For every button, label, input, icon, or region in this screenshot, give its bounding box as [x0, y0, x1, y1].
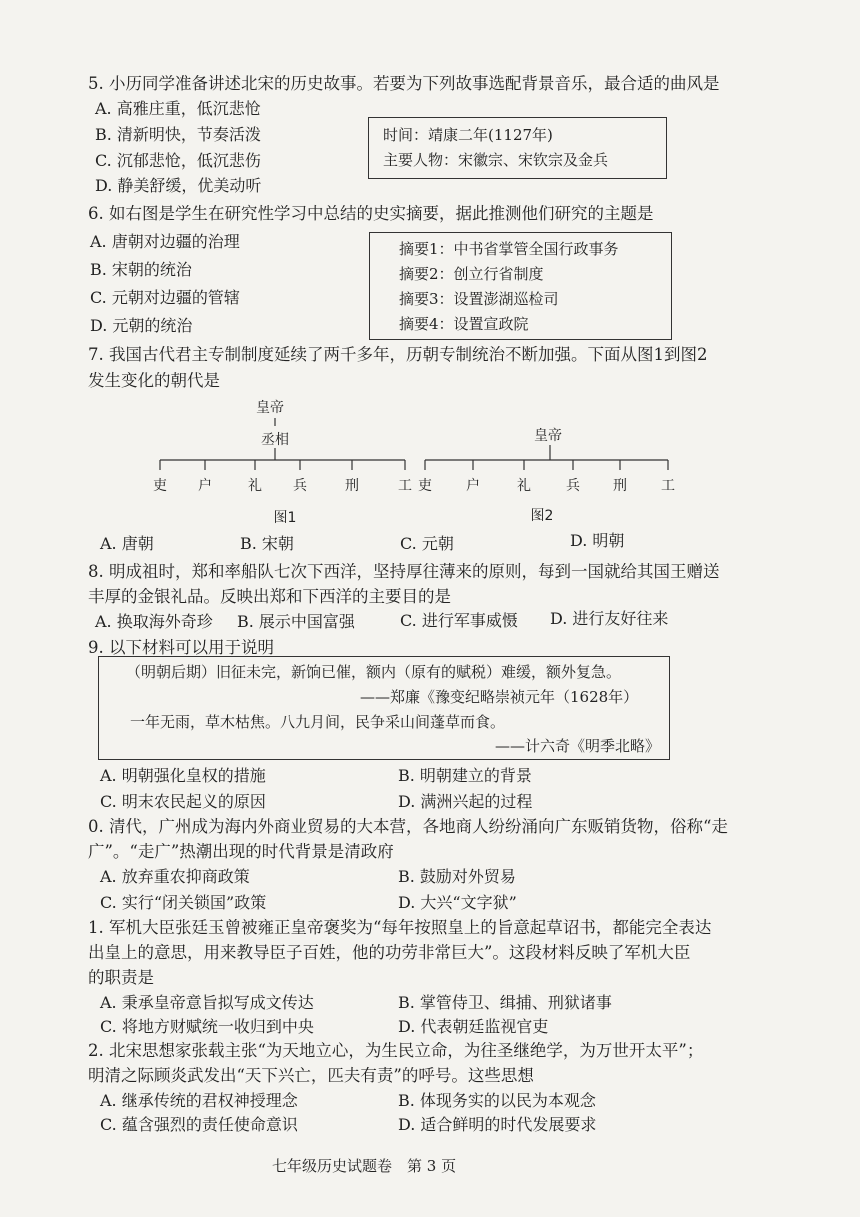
fig2-caption: 图2	[530, 508, 554, 524]
q5-box-line-1: 时间：靖康二年(1127年)	[383, 126, 553, 144]
fig1-caption: 图1	[273, 510, 297, 526]
fig1-chancellor: 丞相	[261, 432, 289, 448]
q8-option-d: D. 进行友好往来	[550, 609, 669, 628]
q9-option-a: A. 明朝强化皇权的措施	[100, 766, 266, 785]
fig2-dept-4: 刑	[613, 478, 627, 494]
q8-option-a: A. 换取海外奇珍	[95, 612, 213, 631]
q6-option-a: A. 唐朝对边疆的治理	[90, 232, 240, 251]
q8-stem-line2: 丰厚的金银礼品。反映出郑和下西洋的主要目的是	[88, 587, 451, 606]
q12-option-c: C. 蕴含强烈的责任使命意识	[100, 1115, 298, 1134]
q9-option-c: C. 明末农民起义的原因	[100, 792, 266, 811]
q10-option-b: B. 鼓励对外贸易	[398, 867, 516, 886]
q6-box-line-1: 摘要1：中书省掌管全国行政事务	[399, 240, 619, 258]
q9-source-1: ——郑廉《豫变纪略崇祯元年（1628年）	[360, 688, 639, 706]
q12-stem-line2: 明清之际顾炎武发出“天下兴亡，匹夫有责”的呼号。这些思想	[88, 1066, 534, 1085]
q7-option-d: D. 明朝	[570, 531, 625, 550]
q9-source-2: ——计六奇《明季北略》	[495, 737, 661, 755]
q5-option-c: C. 沉郁悲怆，低沉悲伤	[95, 151, 261, 170]
page-footer: 七年级历史试题卷 第 3 页	[272, 1157, 457, 1175]
q5-option-d: D. 静美舒缓，优美动听	[95, 176, 262, 195]
q9-quote-2: 一年无雨，草木枯焦。八九月间，民争采山间蓬草而食。	[130, 713, 506, 731]
q6-option-c: C. 元朝对边疆的管辖	[90, 288, 240, 307]
q10-stem-line2: 广”。“走广”热潮出现的时代背景是清政府	[88, 842, 394, 861]
q6-option-b: B. 宋朝的统治	[90, 260, 192, 279]
fig1-dept-1: 户	[198, 478, 212, 494]
q8-option-b: B. 展示中国富强	[237, 612, 355, 631]
q6-stem: 6. 如右图是学生在研究性学习中总结的史实摘要，据此推测他们研究的主题是	[88, 204, 654, 223]
q7-option-a: A. 唐朝	[100, 534, 154, 553]
fig2-dept-3: 兵	[566, 478, 580, 494]
fig1-emperor: 皇帝	[256, 400, 284, 416]
q5-option-a: A. 高雅庄重，低沉悲怆	[95, 99, 261, 118]
q10-option-a: A. 放弃重农抑商政策	[100, 867, 250, 886]
q11-option-d: D. 代表朝廷监视官吏	[398, 1017, 549, 1036]
q11-option-b: B. 掌管侍卫、缉捕、刑狱诸事	[398, 993, 612, 1012]
q10-stem-line1: 0. 清代，广州成为海内外商业贸易的大本营，各地商人纷纷涌向广东贩销货物，俗称“走	[88, 817, 728, 836]
q8-option-c: C. 进行军事威慑	[400, 611, 518, 630]
q11-stem-line1: 1. 军机大臣张廷玉曾被雍正皇帝褒奖为“每年按照皇上的旨意起草诏书，都能完全表达	[88, 918, 712, 937]
q12-option-d: D. 适合鲜明的时代发展要求	[398, 1115, 597, 1134]
fig2-emperor: 皇帝	[534, 428, 562, 444]
q9-option-b: B. 明朝建立的背景	[398, 766, 532, 785]
q12-stem-line1: 2. 北宋思想家张载主张“为天地立心，为生民立命，为往圣继绝学，为万世开太平”；	[88, 1041, 704, 1060]
fig2-dept-0: 吏	[418, 478, 432, 494]
q11-stem-line2: 出皇上的意思，用来教导臣子百姓，他的功劳非常巨大”。这段材料反映了军机大臣	[88, 943, 691, 962]
fig1-dept-4: 刑	[345, 478, 359, 494]
q7-option-c: C. 元朝	[400, 534, 454, 553]
q11-stem-line3: 的职责是	[88, 968, 154, 987]
fig1-dept-3: 兵	[293, 478, 307, 494]
q9-stem: 9. 以下材料可以用于说明	[88, 638, 274, 657]
q7-stem-line2: 发生变化的朝代是	[88, 371, 220, 390]
q7-option-b: B. 宋朝	[240, 534, 294, 553]
q5-box-line-2: 主要人物：宋徽宗、宋钦宗及金兵	[383, 151, 609, 169]
q9-option-d: D. 满洲兴起的过程	[398, 792, 533, 811]
fig2-dept-2: 礼	[517, 478, 531, 494]
q10-option-c: C. 实行“闭关锁国”政策	[100, 893, 267, 912]
q6-option-d: D. 元朝的统治	[90, 316, 193, 335]
q5-stem: 5. 小历同学准备讲述北宋的历史故事。若要为下列故事选配背景音乐，最合适的曲风是	[88, 74, 720, 93]
q12-option-a: A. 继承传统的君权神授理念	[100, 1091, 298, 1110]
q11-option-a: A. 秉承皇帝意旨拟写成文传达	[100, 993, 314, 1012]
fig1-dept-5: 工	[398, 478, 412, 494]
q10-option-d: D. 大兴“文字狱”	[398, 893, 517, 912]
fig2-dept-1: 户	[466, 478, 480, 494]
fig1-dept-0: 吏	[153, 478, 167, 494]
fig1-dept-2: 礼	[248, 478, 262, 494]
q12-option-b: B. 体现务实的以民为本观念	[398, 1091, 596, 1110]
q6-box-line-2: 摘要2：创立行省制度	[399, 265, 544, 283]
q5-option-b: B. 清新明快，节奏活泼	[95, 125, 261, 144]
q9-quote-1: （明朝后期）旧征未完，新饷已催，额内（原有的赋税）难缓，额外复急。	[126, 663, 622, 681]
q11-option-c: C. 将地方财赋统一收归到中央	[100, 1017, 314, 1036]
q8-stem-line1: 8. 明成祖时，郑和率船队七次下西洋，坚持厚往薄来的原则，每到一国就给其国王赠送	[88, 562, 720, 581]
q7-hierarchy-diagrams	[0, 0, 860, 540]
fig2-dept-5: 工	[661, 478, 675, 494]
q6-box-line-3: 摘要3：设置澎湖巡检司	[399, 290, 559, 308]
q7-stem-line1: 7. 我国古代君主专制制度延续了两千多年，历朝专制统治不断加强。下面从图1到图2	[88, 345, 708, 364]
q6-box-line-4: 摘要4：设置宣政院	[399, 315, 529, 333]
